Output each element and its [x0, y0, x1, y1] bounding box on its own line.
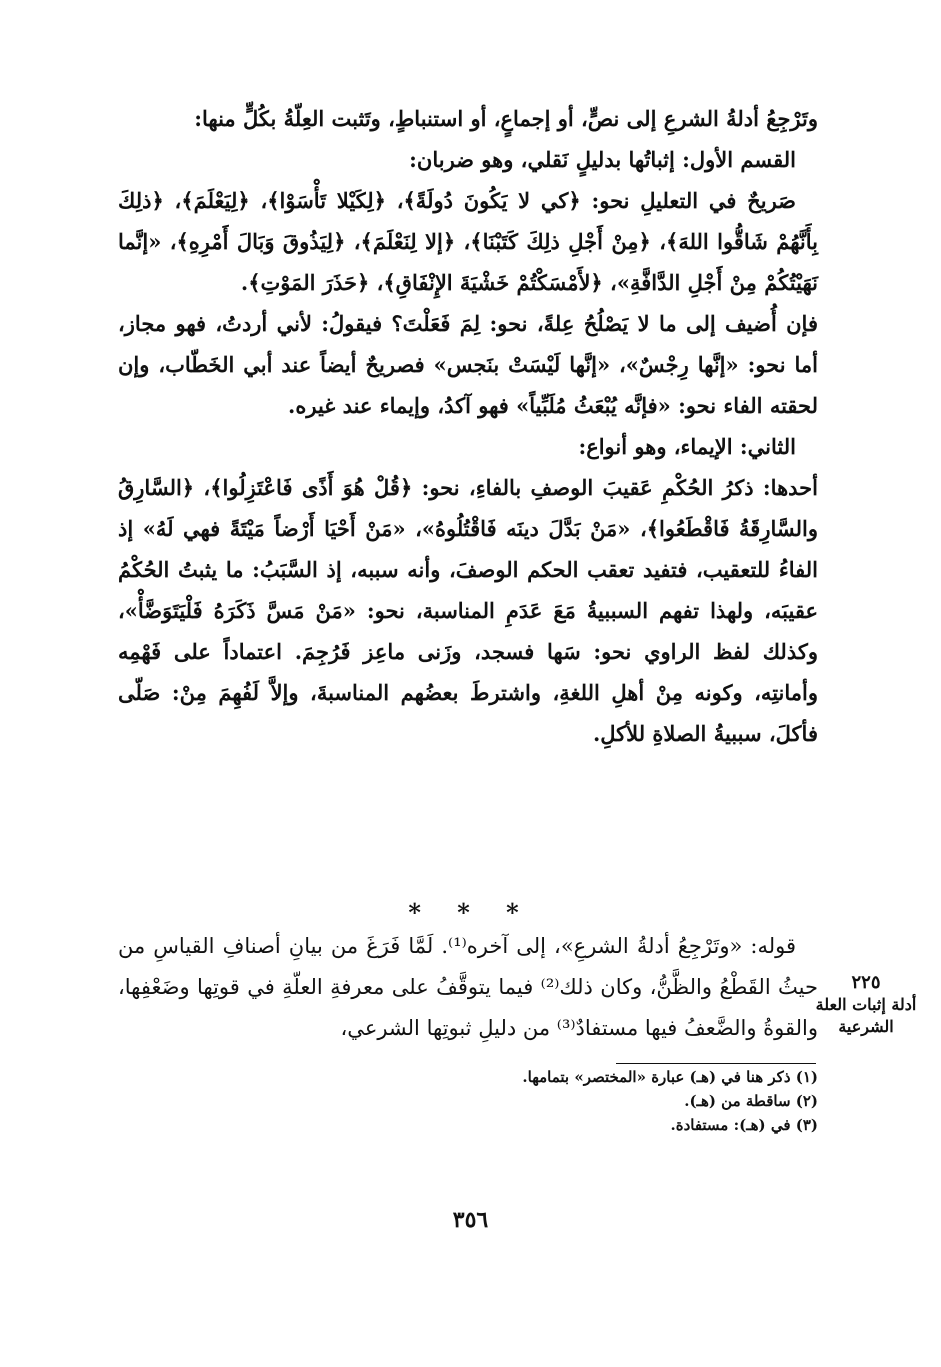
footnote-3: (٣) في (هـ): مستفادة. — [670, 1116, 818, 1134]
paragraph-explicit-examples: صَريحٌ في التعليلِ نحو: ﴿كي لا يَكُونَ دُولَةً﴾، ﴿لِكَيْلا تَأْسَوْا﴾، ﴿لِيَعْلَمَ﴾، ﴿ذلِكَ بِأَنَّهُمْ شَاقُّوا اللهَ﴾، ﴿مِنْ أَجْلِ ذلِكَ كَتَبْنَا﴾، ﴿إلا لِنَعْلَمَ﴾، ﴿لِيَذُوقَ وَبَالَ أَمْرِهِ﴾، «إنَّما نَهَيْتُكُمْ مِنْ أَجْلِ الدَّافَّةِ»، ﴿لأَمْسَكْتُمْ خَشْيَةَ الإِنْفَاقِ﴾، ﴿حَذَرَ المَوْتِ﴾. — [118, 188, 818, 295]
footnote-1: (١) ذكر هنا في (هـ) عبارة «المختصر» بتمامها. — [522, 1068, 818, 1086]
paragraph-first-type: أحدها: ذكرُ الحُكْمِ عَقيبَ الوصفِ بالفاءِ، نحو: ﴿قُلْ هُوَ أَذًى فَاعْتَزِلُوا﴾، ﴿السَّارِقُ والسَّارِقَةُ فَاقْطَعُوا﴾، «مَنْ بَدَّلَ دينَه فَاقْتُلُوهُ»، «مَنْ أَحْيَا أَرْضاً مَيْتَةً فهي لَهُ» إذ الفاءُ للتعقيب، فتفيد تعقب الحكم الوصفَ، وأنه سببه، إذ السَّبَبُ: ما يثبتُ الحُكْمُ عقيبَه، ولهذا تفهم السببيةُ مَعَ عَدَمِ المناسبة، نحو: «مَنْ مَسَّ ذَكَرَهُ فَلْيَتَوَضَّأْ»، وكذلك لفظ الراوي نحو: سَها فسجد، وزَنى ماعِز فَرُجِمَ. اعتماداً على فَهْمِه وأمانتِه، وكونه مِنْ أهلِ اللغةِ، واشترطَ بعضُهم المناسبةَ، وإلاَّ لَفُهِمَ مِنْ: صَلّى فأكلَ، سببيةُ الصلاةِ للأكلِ. — [118, 475, 818, 746]
page-number: ٣٥٦ — [452, 1207, 489, 1233]
commentary-paragraph: قوله: «وتَرْجِعُ أدلةُ الشرعِ»، إلى آخره⁽¹⁾. لَمَّا فَرَغَ من بيانِ أصنافِ القياسِ من حيثُ القَطْعُ والظَّنُّ، وكان ذلك⁽²⁾ فيما يتوقَّفُ على معرفةِ العلّةِ في قوتِها وضَعْفِها، والقوةُ والضَّعفُ فيها مستفادٌ⁽³⁾ من دليلِ ثبوتِها الشرعي، — [118, 934, 818, 1040]
main-text — [118, 98, 818, 754]
paragraph-intro: وتَرْجِعُ أدلةُ الشرعِ إلى نصٍّ، أو إجماعٍ، أو استنباطٍ، وتَثبت العِلّةُ بكُلٍّ منها: — [194, 106, 818, 131]
footnotes — [118, 1065, 818, 1137]
footnote-divider — [616, 1063, 816, 1064]
section-divider: * * * — [408, 898, 533, 927]
margin-note-number: ٢٢٥ — [851, 972, 881, 993]
margin-note-label: أدلة إثبات العلة الشرعية — [815, 995, 917, 1036]
margin-note — [796, 972, 936, 1038]
commentary-text — [118, 926, 818, 1049]
footnote-2: (٢) ساقطة من (هـ). — [684, 1092, 818, 1110]
paragraph-section-two: الثاني: الإيماء، وهو أنواع: — [578, 434, 796, 459]
paragraph-section-one: القسم الأول: إثباتُها بدليلٍ نَقلي، وهو ضربان: — [409, 147, 796, 172]
paragraph-metaphor: فإن أُضيف إلى ما لا يَصْلُحُ عِلةً، نحو: لِمَ فَعَلْتَ؟ فيقولُ: لأني أردتُ، فهو مجاز، أما نحو: «إنَّها رِجْسٌ»، «إنَّها لَيْسَتْ بنَجس» فصريحٌ أيضاً عند أبي الخَطّاب، وإن لحقته الفاء نحو: «فإنَّه يُبْعَثُ مُلَبِّياً» فهو آكدُ، وإيماء عند غيره. — [118, 311, 818, 418]
